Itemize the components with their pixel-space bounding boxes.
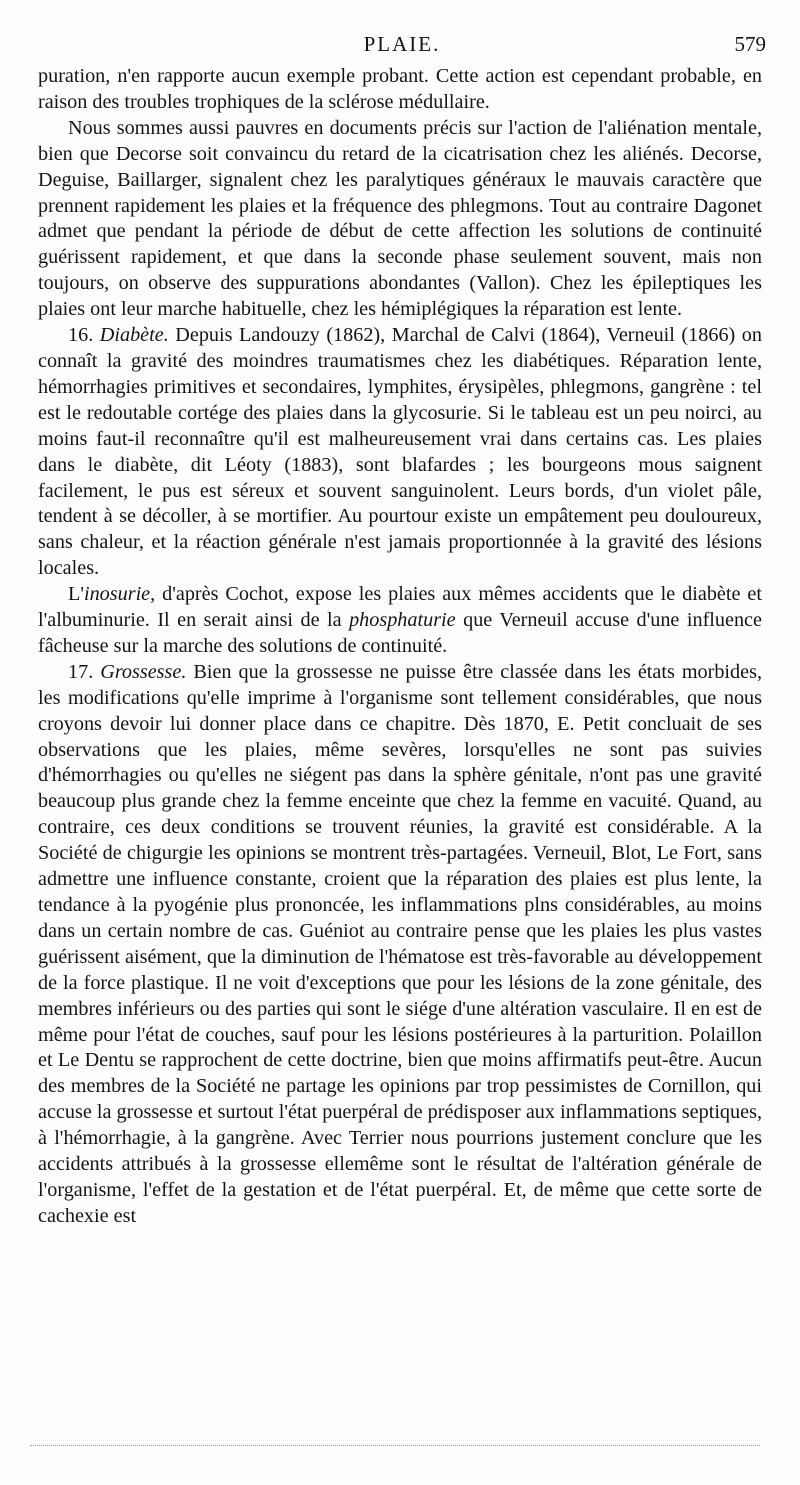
paragraph — [38, 323, 762, 582]
paragraph — [38, 582, 762, 660]
paragraph-text: Nous sommes aussi pauvres en documents précis sur l'action de l'aliénation mentale, bien que Decorse soit convaincu du retard de la cicatrisation chez les aliénés. Decorse, Deguise, Baillarger, signalent chez les paralytiques généraux le mauvais caractère que prennent rapidement les plaies et la fréquence des phlegmons. Tout au contraire Dagonet admet que pendant la période de début de cette affection les solutions de continuité guérissent rapidement, et que dans la seconde phase seulement souvent, mais non toujours, on observe des suppurations abondantes (Vallon). Chez les épileptiques les plaies ont leur marche habituelle, chez les hémiplégiques la réparation est lente. — [38, 116, 762, 321]
paragraph-text: Depuis Landouzy (1862), Marchal de Calvi (1864), Verneuil (1866) on connaît la gravité des moindres traumatismes chez les diabétiques. Réparation lente, hémorrhagies primitives et secondaires, lymphites, érysipèles, phlegmons, gangrène : tel est le redoutable cortége des plaies dans la glycosurie. Si le tableau est un peu noirci, au moins faut-il reconnaître qu'il est malheureusement vrai dans certains cas. Les plaies dans le diabète, dit Léoty (1883), sont blafardes ; les bourgeons mous saignent facilement, le pus est séreux et souvent sanguinolent. Leurs bords, d'un violet pâle, tendent à se décoller, à se mortifier. Au pourtour existe un empâtement peu douloureux, sans chaleur, et la réaction générale n'est jamais proportionnée à la gravité des lésions locales. — [38, 324, 762, 580]
body-text — [38, 64, 762, 1230]
paragraph — [38, 116, 762, 323]
italic-term: Diabète. — [99, 324, 169, 347]
paragraph-text: L' — [68, 583, 84, 606]
running-header — [38, 30, 766, 60]
paragraph-text: d'après Cochot, expose les plaies aux mêmes accidents que le diabète et l'albuminurie. Il en serait ainsi de la — [38, 583, 762, 632]
running-title: PLAIE. — [363, 32, 441, 56]
paragraph-text: 16. — [68, 324, 100, 347]
paragraph — [38, 64, 762, 116]
page-number: 579 — [734, 32, 766, 56]
bottom-margin-marks — [30, 1445, 760, 1446]
italic-term: Grossesse. — [100, 660, 187, 683]
italic-term: phosphaturie — [349, 609, 456, 632]
paragraph-text: puration, n'en rapporte aucun exemple probant. Cette action est cependant probable, en raison des troubles trophiques de la sclérose médullaire. — [38, 65, 762, 113]
paragraph-text: 17. — [68, 660, 101, 683]
italic-term: inosurie, — [83, 583, 156, 606]
paragraph-text: que Verneuil accuse d'une influence fâcheuse sur la marche des solutions de continuité. — [38, 609, 762, 657]
paragraph-text: Bien que la grossesse ne puisse être classée dans les états morbides, les modifications qu'elle imprime à l'organisme sont tellement considérables, que nous croyons devoir lui donner place dans ce chapitre. Dès 1870, E. Petit concluait de ses observations que les plaies, même sevères, lorsqu'elles ne sont pas suivies d'hémorrhagies ou qu'elles ne siégent pas dans la sphère génitale, n'ont pas une gravité beaucoup plus grande chez la femme enceinte que chez la femme en vacuité. Quand, au contraire, ces deux conditions se trouvent réunies, la gravité est considérable. A la Société de chigurgie les opinions se montrent très-partagées. Verneuil, Blot, Le Fort, sans admettre une influence constante, croient que la réparation des plaies est plus lente, la tendance à la pyogénie plus prononcée, les inflammations plns considérables, au moins dans un certain nombre de cas. Guéniot au contraire pense que les plaies les plus vastes guérissent aisément, que la diminution de l'hématose est très-favorable au développement de la force plastique. Il ne voit d'exceptions que pour les lésions de la zone génitale, des membres inférieurs ou des parties qui sont le siége d'une altération vasculaire. Il en est de même pour l'état de couches, sauf pour les lésions postérieures à la parturition. Polaillon et Le Dentu se rapprochent de cette doctrine, bien que moins affirmatifs peut-être. Aucun des membres de la Société ne partage les opinions par trop pessimistes de Cornillon, qui accuse la grossesse et surtout l'état puerpéral de prédisposer aux inflammations septiques, à l'hémorrhagie, à la gangrène. Avec Terrier nous pourrions justement conclure que les accidents attribués à la grossesse ellemême sont le résultat de l'altération générale de l'organisme, l'effet de la gestation et de l'état puerpéral. Et, de même que cette sorte de cachexie est — [38, 660, 762, 1227]
paragraph — [38, 660, 762, 1230]
